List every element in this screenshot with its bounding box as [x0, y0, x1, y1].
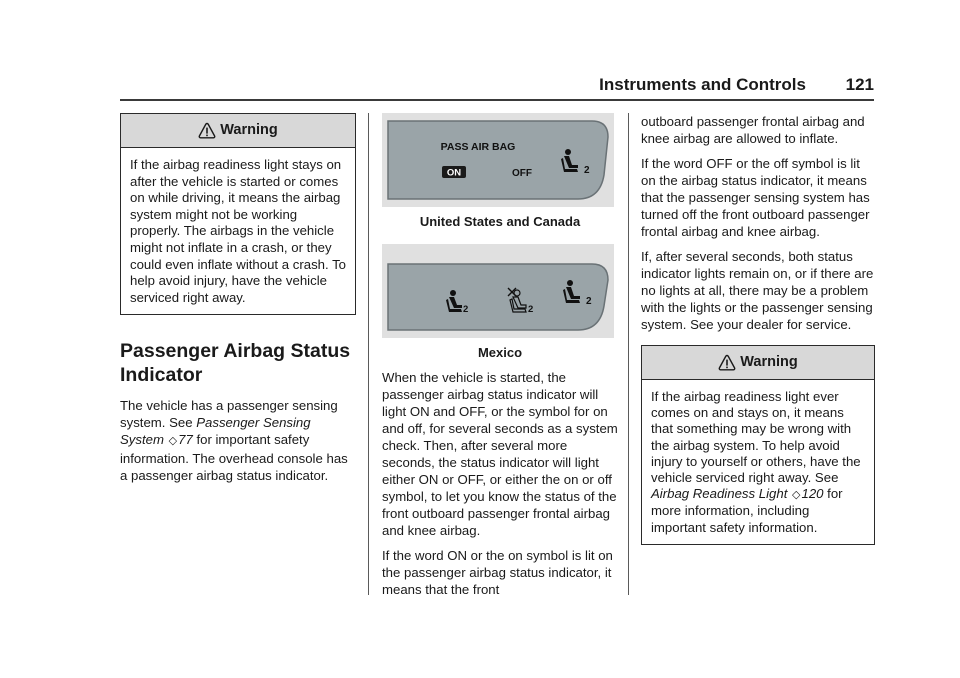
off-label: OFF [512, 168, 532, 179]
warning-label: Warning [220, 122, 278, 138]
paragraph: When the vehicle is started, the passenger airbag status indicator will light ON and OFF, or the symbol for on and off, for several seconds as a system check. Then, after several more seconds, the status indicator will light either ON or OFF, or either the on or off symbol, to let you know the status of the front outboard passenger frontal airbag and knee airbag. [382, 370, 618, 538]
indicator-figure-us-canada [382, 113, 614, 207]
intro-paragraph: The vehicle has a passenger sensing system. See Passenger Sensing System ◇77 for important safety information. The overhead console has a passenger airbag status indicator. [120, 398, 348, 484]
warning-text: If the airbag readiness light stays on after the vehicle is started or comes on while driving, it means the airbag system might not be working properly. The airbags in the vehicle might not inflate in a crash, or they could even inflate without a crash. To help avoid injury, have the vehicle serviced right away. [130, 157, 347, 305]
warning-header [642, 346, 874, 380]
warning-box [120, 113, 356, 315]
page-reference[interactable]: 120 [801, 486, 824, 502]
on-label: ON [446, 167, 462, 179]
page-reference[interactable]: 77 [178, 432, 193, 448]
figure-caption: United States and Canada [419, 214, 581, 229]
warning-label: Warning [740, 354, 798, 370]
page-reference-icon: ◇ [168, 435, 178, 448]
figure-caption: Mexico [477, 345, 523, 360]
airbag-readiness-link[interactable]: Airbag Readiness Light [651, 486, 788, 502]
column-divider [368, 113, 369, 595]
display-window [388, 121, 608, 199]
section-title: Instruments and Controls [599, 75, 806, 94]
warning-text: If the airbag readiness light ever comes on and stays on, it means that something may be wrong with the airbag system. To help avoid injury to yourself or others, have the vehicle serviced right away. See Airbag Readiness Light ◇120 for more information, including important safety information. [651, 389, 861, 535]
column-right [641, 113, 875, 545]
seat-icon-number: 2 [586, 296, 592, 307]
on-icon-number: 2 [463, 304, 469, 315]
page-header [120, 75, 874, 101]
paragraph: outboard passenger frontal airbag and knee airbag are allowed to inflate. [641, 114, 865, 146]
column-middle [382, 113, 618, 606]
warning-header [121, 114, 355, 148]
paragraph: If, after several seconds, both status indicator lights remain on, or if there are no lights at all, there may be a problem with the lights or the passenger sensing system. See your dealer for service. [641, 249, 874, 332]
pass-air-bag-label: PASS AIR BAG [440, 141, 516, 153]
off-icon-number: 2 [528, 304, 534, 315]
section-heading: Passenger Airbag Status Indicator [120, 340, 351, 387]
page-reference-icon: ◇ [792, 489, 801, 502]
paragraph: If the word OFF or the off symbol is lit on the airbag status indicator, it means that the passenger sensing system has turned off the front outboard passenger frontal airbag and knee airbag. [641, 156, 870, 239]
warning-triangle-icon [198, 122, 216, 140]
page-number: 121 [845, 75, 874, 94]
seat-icon-number: 2 [584, 165, 590, 176]
column-divider [628, 113, 629, 595]
paragraph: If the word ON or the on symbol is lit on the passenger airbag status indicator, it means that the front [382, 548, 613, 597]
warning-box [641, 345, 875, 545]
passenger-sensing-link[interactable]: Passenger Sensing System [120, 415, 311, 448]
indicator-figure-mexico [382, 244, 614, 338]
column-left [120, 113, 356, 492]
warning-triangle-icon [718, 354, 736, 372]
